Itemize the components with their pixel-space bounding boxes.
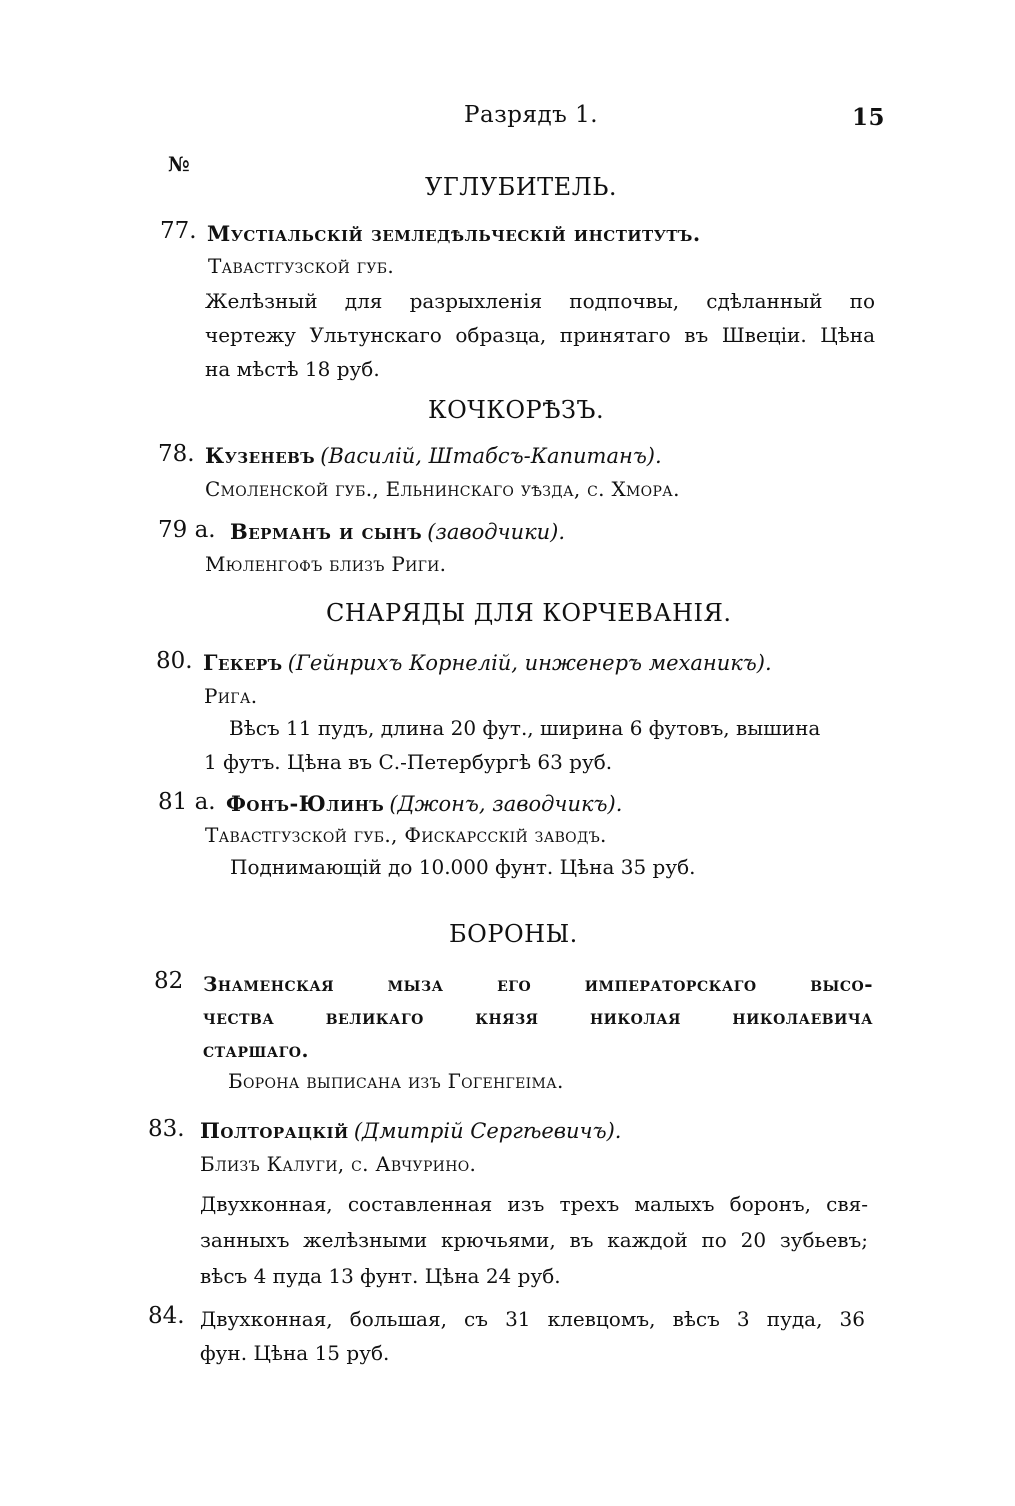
entry-name-80: Гекеръ (203, 650, 283, 675)
section-title-kochkorez: КОЧКОРѢЗЪ. (428, 396, 605, 424)
entry-name-79a: Верманъ и сынъ (230, 519, 423, 544)
entry-description-77 (205, 284, 875, 386)
name-line: старшаго. (203, 1038, 309, 1062)
description-line: Двухконная, составленная изъ трехъ малыхъ боронъ, свя- (200, 1192, 868, 1216)
entry-heading-81a (226, 791, 622, 816)
entry-description-80-line1: Вѣсъ 11 пудъ, длина 20 фут., ширина 6 футовъ, вышина (229, 716, 821, 740)
entry-location-83: Близъ Калуги, с. Авчурино. (200, 1152, 477, 1176)
description-line: на мѣстѣ 18 руб. (205, 357, 380, 381)
entry-description-83 (200, 1186, 868, 1294)
entry-number-83: 83. (148, 1116, 185, 1142)
section-title-uglubitel: УГЛУБИТЕЛЬ. (425, 173, 618, 201)
description-line: чертежу Ультунскаго образца, принятаго въ Швеціи. Цѣна (205, 323, 875, 347)
description-line: вѣсъ 4 пуда 13 фунт. Цѣна 24 руб. (200, 1264, 561, 1288)
entry-heading-80 (203, 650, 772, 675)
entry-number-79a: 79 а. (158, 517, 216, 543)
description-line: Желѣзный для разрыхленія подпочвы, сдѣланный по (205, 289, 875, 313)
description-line: занныхъ желѣзными крючьями, въ каждой по 20 зубьевъ; (200, 1228, 868, 1252)
entry-detail-81a: (Джонъ, заводчикъ). (389, 792, 623, 816)
description-line: фун. Цѣна 15 руб. (200, 1341, 390, 1365)
page-number: 15 (852, 104, 886, 131)
entry-number-82: 82 (154, 968, 184, 994)
entry-number-81a: 81 а. (158, 789, 216, 815)
entry-heading-79a (230, 519, 565, 544)
name-line: чества великаго князя николая николаевича (203, 1005, 873, 1029)
name-line: Знаменская мыза его императорскаго высо- (203, 972, 873, 996)
entry-name-81a: Фонъ-Юлинъ (226, 791, 385, 816)
entry-detail-80: (Гейнрихъ Корнелій, инженеръ механикъ). (287, 651, 772, 675)
section-title-snaryady: СНАРЯДЫ ДЛЯ КОРЧЕВАНІЯ. (326, 599, 732, 627)
entry-location-78: Смоленской губ., Ельнинскаго уѣзда, с. Хмора. (205, 477, 680, 501)
entry-description-84 (200, 1302, 865, 1370)
entry-number-77: 77. (160, 218, 197, 244)
entry-name-82 (203, 968, 873, 1067)
entry-location-81a: Тавастгузской губ., Фискарсскій заводъ. (205, 823, 607, 847)
entry-name-77: Мустіальскій земледѣльческій институтъ. (207, 221, 701, 246)
entry-heading-83 (200, 1118, 621, 1143)
entry-name-78: Кузеневъ (205, 443, 316, 468)
entry-heading-78 (205, 443, 662, 468)
entry-number-84: 84. (148, 1303, 185, 1329)
description-line: Двухконная, большая, съ 31 клевцомъ, вѣсъ 3 пуда, 36 (200, 1307, 865, 1331)
entry-description-81a: Поднимающій до 10.000 фунт. Цѣна 35 руб. (230, 855, 696, 879)
number-sign: № (168, 152, 190, 176)
running-header: Разрядъ 1. (464, 102, 599, 128)
entry-detail-83: (Дмитрій Сергѣевичъ). (353, 1119, 622, 1143)
entry-name-83: Полторацкій (200, 1118, 349, 1143)
entry-location-79a: Мюленгофъ близъ Риги. (205, 552, 447, 576)
entry-detail-79a: (заводчики). (427, 520, 566, 544)
entry-number-78: 78. (158, 441, 195, 467)
entry-detail-78: (Василій, Штабсъ-Капитанъ). (320, 444, 662, 468)
entry-description-80-line2: 1 футъ. Цѣна въ С.-Петербургѣ 63 руб. (204, 750, 613, 774)
entry-location-82: Борона выписана изъ Гогенгеіма. (228, 1069, 564, 1093)
entry-location-80: Рига. (204, 684, 258, 708)
entry-number-80: 80. (156, 648, 193, 674)
section-title-borony: БОРОНЫ. (449, 920, 578, 948)
entry-location-77: Тавастгузской губ. (208, 254, 395, 278)
